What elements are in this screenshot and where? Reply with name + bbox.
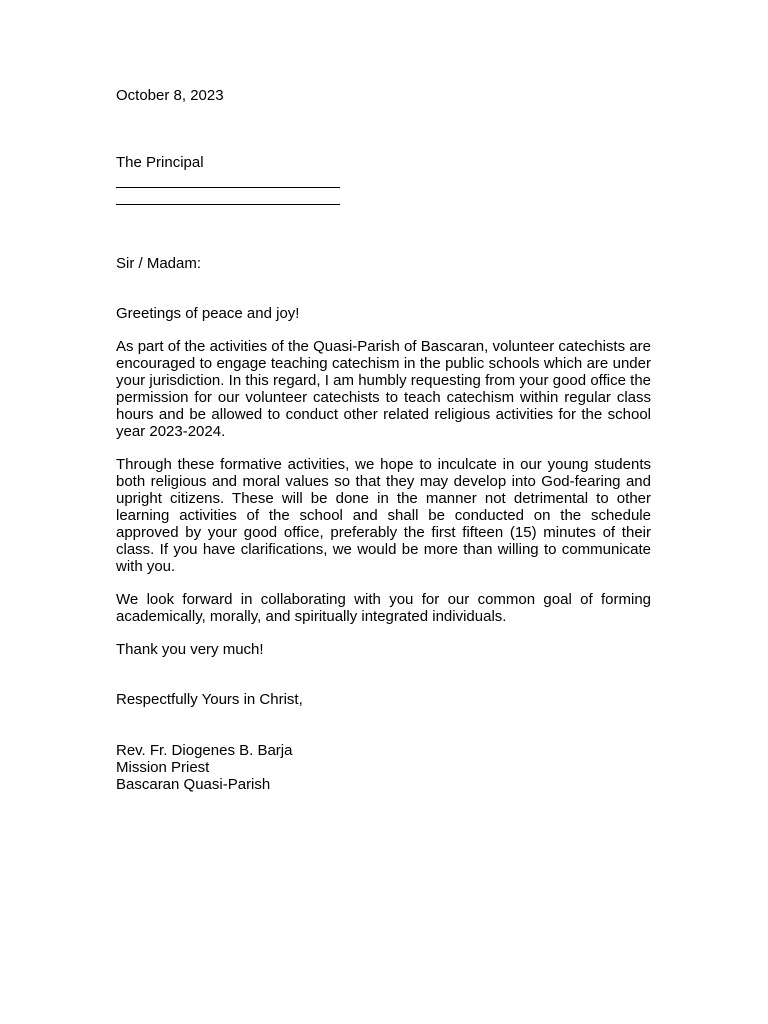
signatory-parish: Bascaran Quasi-Parish — [116, 776, 271, 793]
paragraph-request: As part of the activities of the Quasi-Parish of Bascaran, volunteer catechists are encouraged to engage teaching catechism in the public schools which are under your jurisdiction. In this regard, I am humbly requesting from your good office the permission for our volunteer catechists to teach catechism within regular class hours and be allowed to conduct other related religious activities for the school year 2023-2024. — [116, 338, 651, 440]
greeting: Greetings of peace and joy! — [116, 305, 300, 322]
recipient-blank-line-1 — [116, 171, 340, 188]
thanks-line: Thank you very much! — [116, 641, 264, 658]
letter-date: October 8, 2023 — [116, 87, 224, 104]
recipient-block — [116, 154, 651, 205]
paragraph-collaboration: We look forward in collaborating with you for our common goal of forming academically, morally, and spiritually integrated individuals. — [116, 591, 651, 625]
recipient-blank-line-2 — [116, 188, 340, 205]
complimentary-close: Respectfully Yours in Christ, — [116, 691, 303, 708]
letter-body — [116, 87, 651, 793]
recipient-title: The Principal — [116, 154, 204, 171]
paragraph-purpose: Through these formative activities, we hope to inculcate in our young students both religious and moral values so that they may develop into God-fearing and upright citizens. These will be done in the manner not detrimental to other learning activities of the school and shall be conducted on the schedule approved by your good office, preferably the first fifteen (15) minutes of their class. If you have clarifications, we would be more than willing to communicate with you. — [116, 456, 651, 575]
signature-block — [116, 742, 651, 793]
salutation: Sir / Madam: — [116, 255, 202, 272]
signatory-title: Mission Priest — [116, 759, 210, 776]
signatory-name: Rev. Fr. Diogenes B. Barja — [116, 742, 293, 759]
